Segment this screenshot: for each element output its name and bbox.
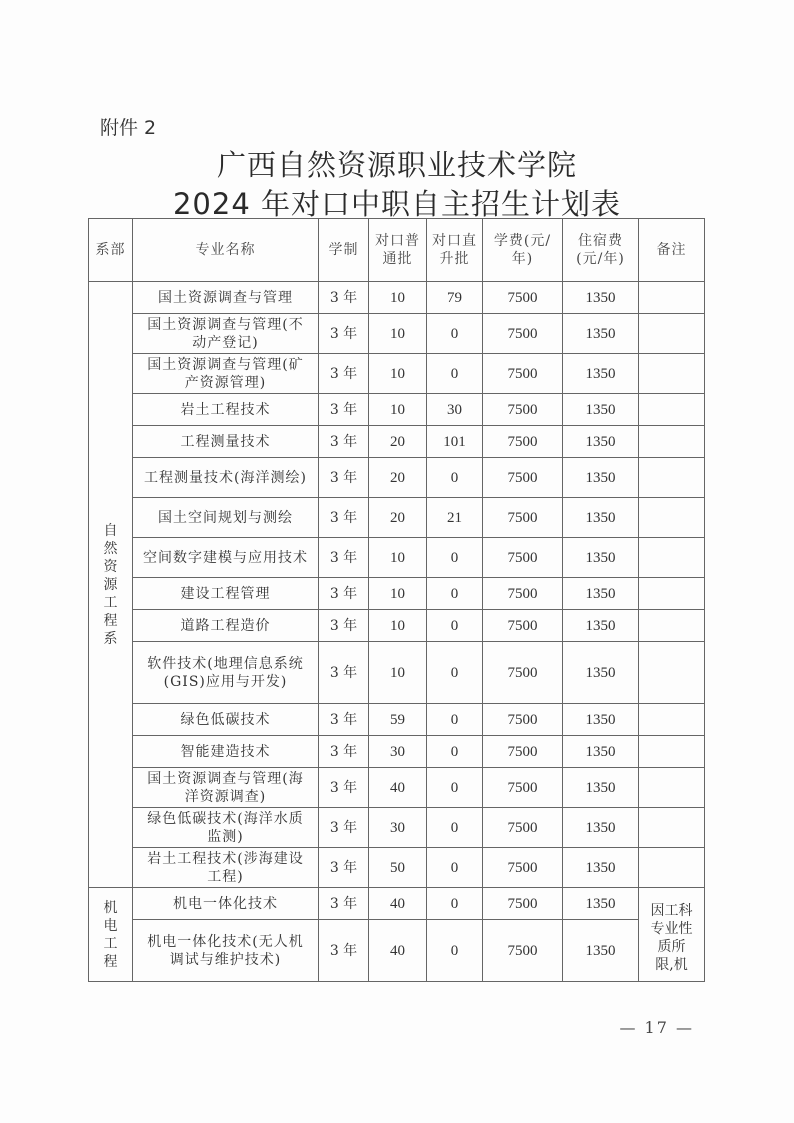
regular-cell: 50 bbox=[369, 848, 427, 888]
years-cell: 3 年 bbox=[319, 768, 369, 808]
header-tuition: 学费(元/年) bbox=[483, 219, 563, 282]
major-cell: 工程测量技术(海洋测绘) bbox=[133, 458, 319, 498]
header-direct: 对口直升批 bbox=[427, 219, 483, 282]
major-cell: 绿色低碳技术(海洋水质监测) bbox=[133, 808, 319, 848]
table-row bbox=[89, 458, 705, 498]
major-cell: 岩土工程技术(涉海建设工程) bbox=[133, 848, 319, 888]
tuition-cell: 7500 bbox=[483, 736, 563, 768]
dorm-cell: 1350 bbox=[563, 578, 639, 610]
regular-cell: 20 bbox=[369, 498, 427, 538]
direct-cell: 0 bbox=[427, 848, 483, 888]
direct-cell: 0 bbox=[427, 458, 483, 498]
remark-cell bbox=[639, 458, 705, 498]
remark-cell bbox=[639, 498, 705, 538]
document-title: 广西自然资源职业技术学院 bbox=[216, 148, 577, 182]
years-cell: 3 年 bbox=[319, 642, 369, 704]
table-row bbox=[89, 888, 705, 920]
tuition-cell: 7500 bbox=[483, 768, 563, 808]
direct-cell: 0 bbox=[427, 888, 483, 920]
major-cell: 智能建造技术 bbox=[133, 736, 319, 768]
dorm-cell: 1350 bbox=[563, 808, 639, 848]
remark-cell bbox=[639, 642, 705, 704]
direct-cell: 0 bbox=[427, 920, 483, 982]
dorm-cell: 1350 bbox=[563, 848, 639, 888]
remark-cell bbox=[639, 538, 705, 578]
years-cell: 3 年 bbox=[319, 354, 369, 394]
regular-cell: 30 bbox=[369, 736, 427, 768]
remark-cell bbox=[639, 610, 705, 642]
direct-cell: 0 bbox=[427, 610, 483, 642]
tuition-cell: 7500 bbox=[483, 920, 563, 982]
direct-cell: 101 bbox=[427, 426, 483, 458]
remark-cell bbox=[639, 394, 705, 426]
header-major: 专业名称 bbox=[133, 219, 319, 282]
page-number: — 17 — bbox=[619, 1018, 694, 1037]
years-cell: 3 年 bbox=[319, 538, 369, 578]
tuition-cell: 7500 bbox=[483, 394, 563, 426]
dorm-cell: 1350 bbox=[563, 354, 639, 394]
dorm-cell: 1350 bbox=[563, 704, 639, 736]
tuition-cell: 7500 bbox=[483, 610, 563, 642]
dorm-cell: 1350 bbox=[563, 920, 639, 982]
dept-cell: 自然资源工程系 bbox=[89, 282, 133, 888]
major-cell: 绿色低碳技术 bbox=[133, 704, 319, 736]
years-cell: 3 年 bbox=[319, 498, 369, 538]
tuition-cell: 7500 bbox=[483, 314, 563, 354]
table-row bbox=[89, 642, 705, 704]
major-cell: 岩土工程技术 bbox=[133, 394, 319, 426]
remark-cell bbox=[639, 578, 705, 610]
years-cell: 3 年 bbox=[319, 610, 369, 642]
regular-cell: 40 bbox=[369, 920, 427, 982]
dorm-cell: 1350 bbox=[563, 538, 639, 578]
major-cell: 工程测量技术 bbox=[133, 426, 319, 458]
tuition-cell: 7500 bbox=[483, 538, 563, 578]
remark-cell bbox=[639, 848, 705, 888]
direct-cell: 21 bbox=[427, 498, 483, 538]
years-cell: 3 年 bbox=[319, 888, 369, 920]
dorm-cell: 1350 bbox=[563, 736, 639, 768]
table-row bbox=[89, 426, 705, 458]
regular-cell: 10 bbox=[369, 394, 427, 426]
years-cell: 3 年 bbox=[319, 578, 369, 610]
table-header-row bbox=[89, 219, 705, 282]
dorm-cell: 1350 bbox=[563, 642, 639, 704]
years-cell: 3 年 bbox=[319, 704, 369, 736]
table-row bbox=[89, 314, 705, 354]
direct-cell: 0 bbox=[427, 642, 483, 704]
regular-cell: 20 bbox=[369, 458, 427, 498]
regular-cell: 10 bbox=[369, 578, 427, 610]
major-cell: 国土资源调查与管理(矿产资源管理) bbox=[133, 354, 319, 394]
tuition-cell: 7500 bbox=[483, 354, 563, 394]
header-remark: 备注 bbox=[639, 219, 705, 282]
major-cell: 软件技术(地理信息系统(GIS)应用与开发) bbox=[133, 642, 319, 704]
regular-cell: 30 bbox=[369, 808, 427, 848]
header-dorm: 住宿费(元/年) bbox=[563, 219, 639, 282]
direct-cell: 79 bbox=[427, 282, 483, 314]
regular-cell: 10 bbox=[369, 610, 427, 642]
remark-cell bbox=[639, 736, 705, 768]
direct-cell: 0 bbox=[427, 538, 483, 578]
direct-cell: 0 bbox=[427, 768, 483, 808]
years-cell: 3 年 bbox=[319, 282, 369, 314]
attachment-label: 附件 2 bbox=[100, 117, 157, 139]
regular-cell: 20 bbox=[369, 426, 427, 458]
tuition-cell: 7500 bbox=[483, 282, 563, 314]
years-cell: 3 年 bbox=[319, 808, 369, 848]
tuition-cell: 7500 bbox=[483, 848, 563, 888]
regular-cell: 10 bbox=[369, 282, 427, 314]
dept-cell: 机电工程 bbox=[89, 888, 133, 982]
major-cell: 国土空间规划与测绘 bbox=[133, 498, 319, 538]
table-row bbox=[89, 354, 705, 394]
tuition-cell: 7500 bbox=[483, 578, 563, 610]
table-row bbox=[89, 578, 705, 610]
years-cell: 3 年 bbox=[319, 458, 369, 498]
table-row bbox=[89, 848, 705, 888]
years-cell: 3 年 bbox=[319, 426, 369, 458]
regular-cell: 59 bbox=[369, 704, 427, 736]
dorm-cell: 1350 bbox=[563, 888, 639, 920]
years-cell: 3 年 bbox=[319, 394, 369, 426]
major-cell: 国土资源调查与管理(不动产登记) bbox=[133, 314, 319, 354]
dorm-cell: 1350 bbox=[563, 768, 639, 808]
major-cell: 空间数字建模与应用技术 bbox=[133, 538, 319, 578]
header-regular: 对口普通批 bbox=[369, 219, 427, 282]
major-cell: 机电一体化技术(无人机调试与维护技术) bbox=[133, 920, 319, 982]
table-row bbox=[89, 808, 705, 848]
direct-cell: 0 bbox=[427, 736, 483, 768]
years-cell: 3 年 bbox=[319, 848, 369, 888]
table-row bbox=[89, 394, 705, 426]
years-cell: 3 年 bbox=[319, 920, 369, 982]
direct-cell: 0 bbox=[427, 314, 483, 354]
dorm-cell: 1350 bbox=[563, 426, 639, 458]
remark-cell bbox=[639, 314, 705, 354]
dorm-cell: 1350 bbox=[563, 610, 639, 642]
remark-cell: 因工科专业性质所限,机 bbox=[639, 888, 705, 982]
table-row bbox=[89, 610, 705, 642]
direct-cell: 0 bbox=[427, 704, 483, 736]
years-cell: 3 年 bbox=[319, 736, 369, 768]
regular-cell: 10 bbox=[369, 538, 427, 578]
major-cell: 建设工程管理 bbox=[133, 578, 319, 610]
remark-cell bbox=[639, 426, 705, 458]
years-cell: 3 年 bbox=[319, 314, 369, 354]
remark-cell bbox=[639, 704, 705, 736]
remark-cell bbox=[639, 808, 705, 848]
direct-cell: 0 bbox=[427, 578, 483, 610]
direct-cell: 0 bbox=[427, 808, 483, 848]
tuition-cell: 7500 bbox=[483, 642, 563, 704]
dorm-cell: 1350 bbox=[563, 498, 639, 538]
header-years: 学制 bbox=[319, 219, 369, 282]
tuition-cell: 7500 bbox=[483, 704, 563, 736]
regular-cell: 40 bbox=[369, 768, 427, 808]
regular-cell: 10 bbox=[369, 314, 427, 354]
major-cell: 国土资源调查与管理(海洋资源调查) bbox=[133, 768, 319, 808]
remark-cell bbox=[639, 768, 705, 808]
table-row bbox=[89, 498, 705, 538]
enrollment-plan-table bbox=[88, 218, 705, 982]
remark-cell bbox=[639, 354, 705, 394]
table-row bbox=[89, 282, 705, 314]
table-row bbox=[89, 538, 705, 578]
dorm-cell: 1350 bbox=[563, 314, 639, 354]
remark-cell bbox=[639, 282, 705, 314]
dorm-cell: 1350 bbox=[563, 458, 639, 498]
tuition-cell: 7500 bbox=[483, 808, 563, 848]
regular-cell: 10 bbox=[369, 642, 427, 704]
table-row bbox=[89, 768, 705, 808]
tuition-cell: 7500 bbox=[483, 888, 563, 920]
table-row bbox=[89, 704, 705, 736]
document-subtitle: 2024 年对口中职自主招生计划表 bbox=[172, 187, 622, 221]
header-dept: 系部 bbox=[89, 219, 133, 282]
major-cell: 机电一体化技术 bbox=[133, 888, 319, 920]
table-row bbox=[89, 736, 705, 768]
tuition-cell: 7500 bbox=[483, 458, 563, 498]
dorm-cell: 1350 bbox=[563, 282, 639, 314]
major-cell: 国土资源调查与管理 bbox=[133, 282, 319, 314]
regular-cell: 40 bbox=[369, 888, 427, 920]
direct-cell: 30 bbox=[427, 394, 483, 426]
regular-cell: 10 bbox=[369, 354, 427, 394]
tuition-cell: 7500 bbox=[483, 426, 563, 458]
tuition-cell: 7500 bbox=[483, 498, 563, 538]
table-row bbox=[89, 920, 705, 982]
direct-cell: 0 bbox=[427, 354, 483, 394]
dorm-cell: 1350 bbox=[563, 394, 639, 426]
major-cell: 道路工程造价 bbox=[133, 610, 319, 642]
